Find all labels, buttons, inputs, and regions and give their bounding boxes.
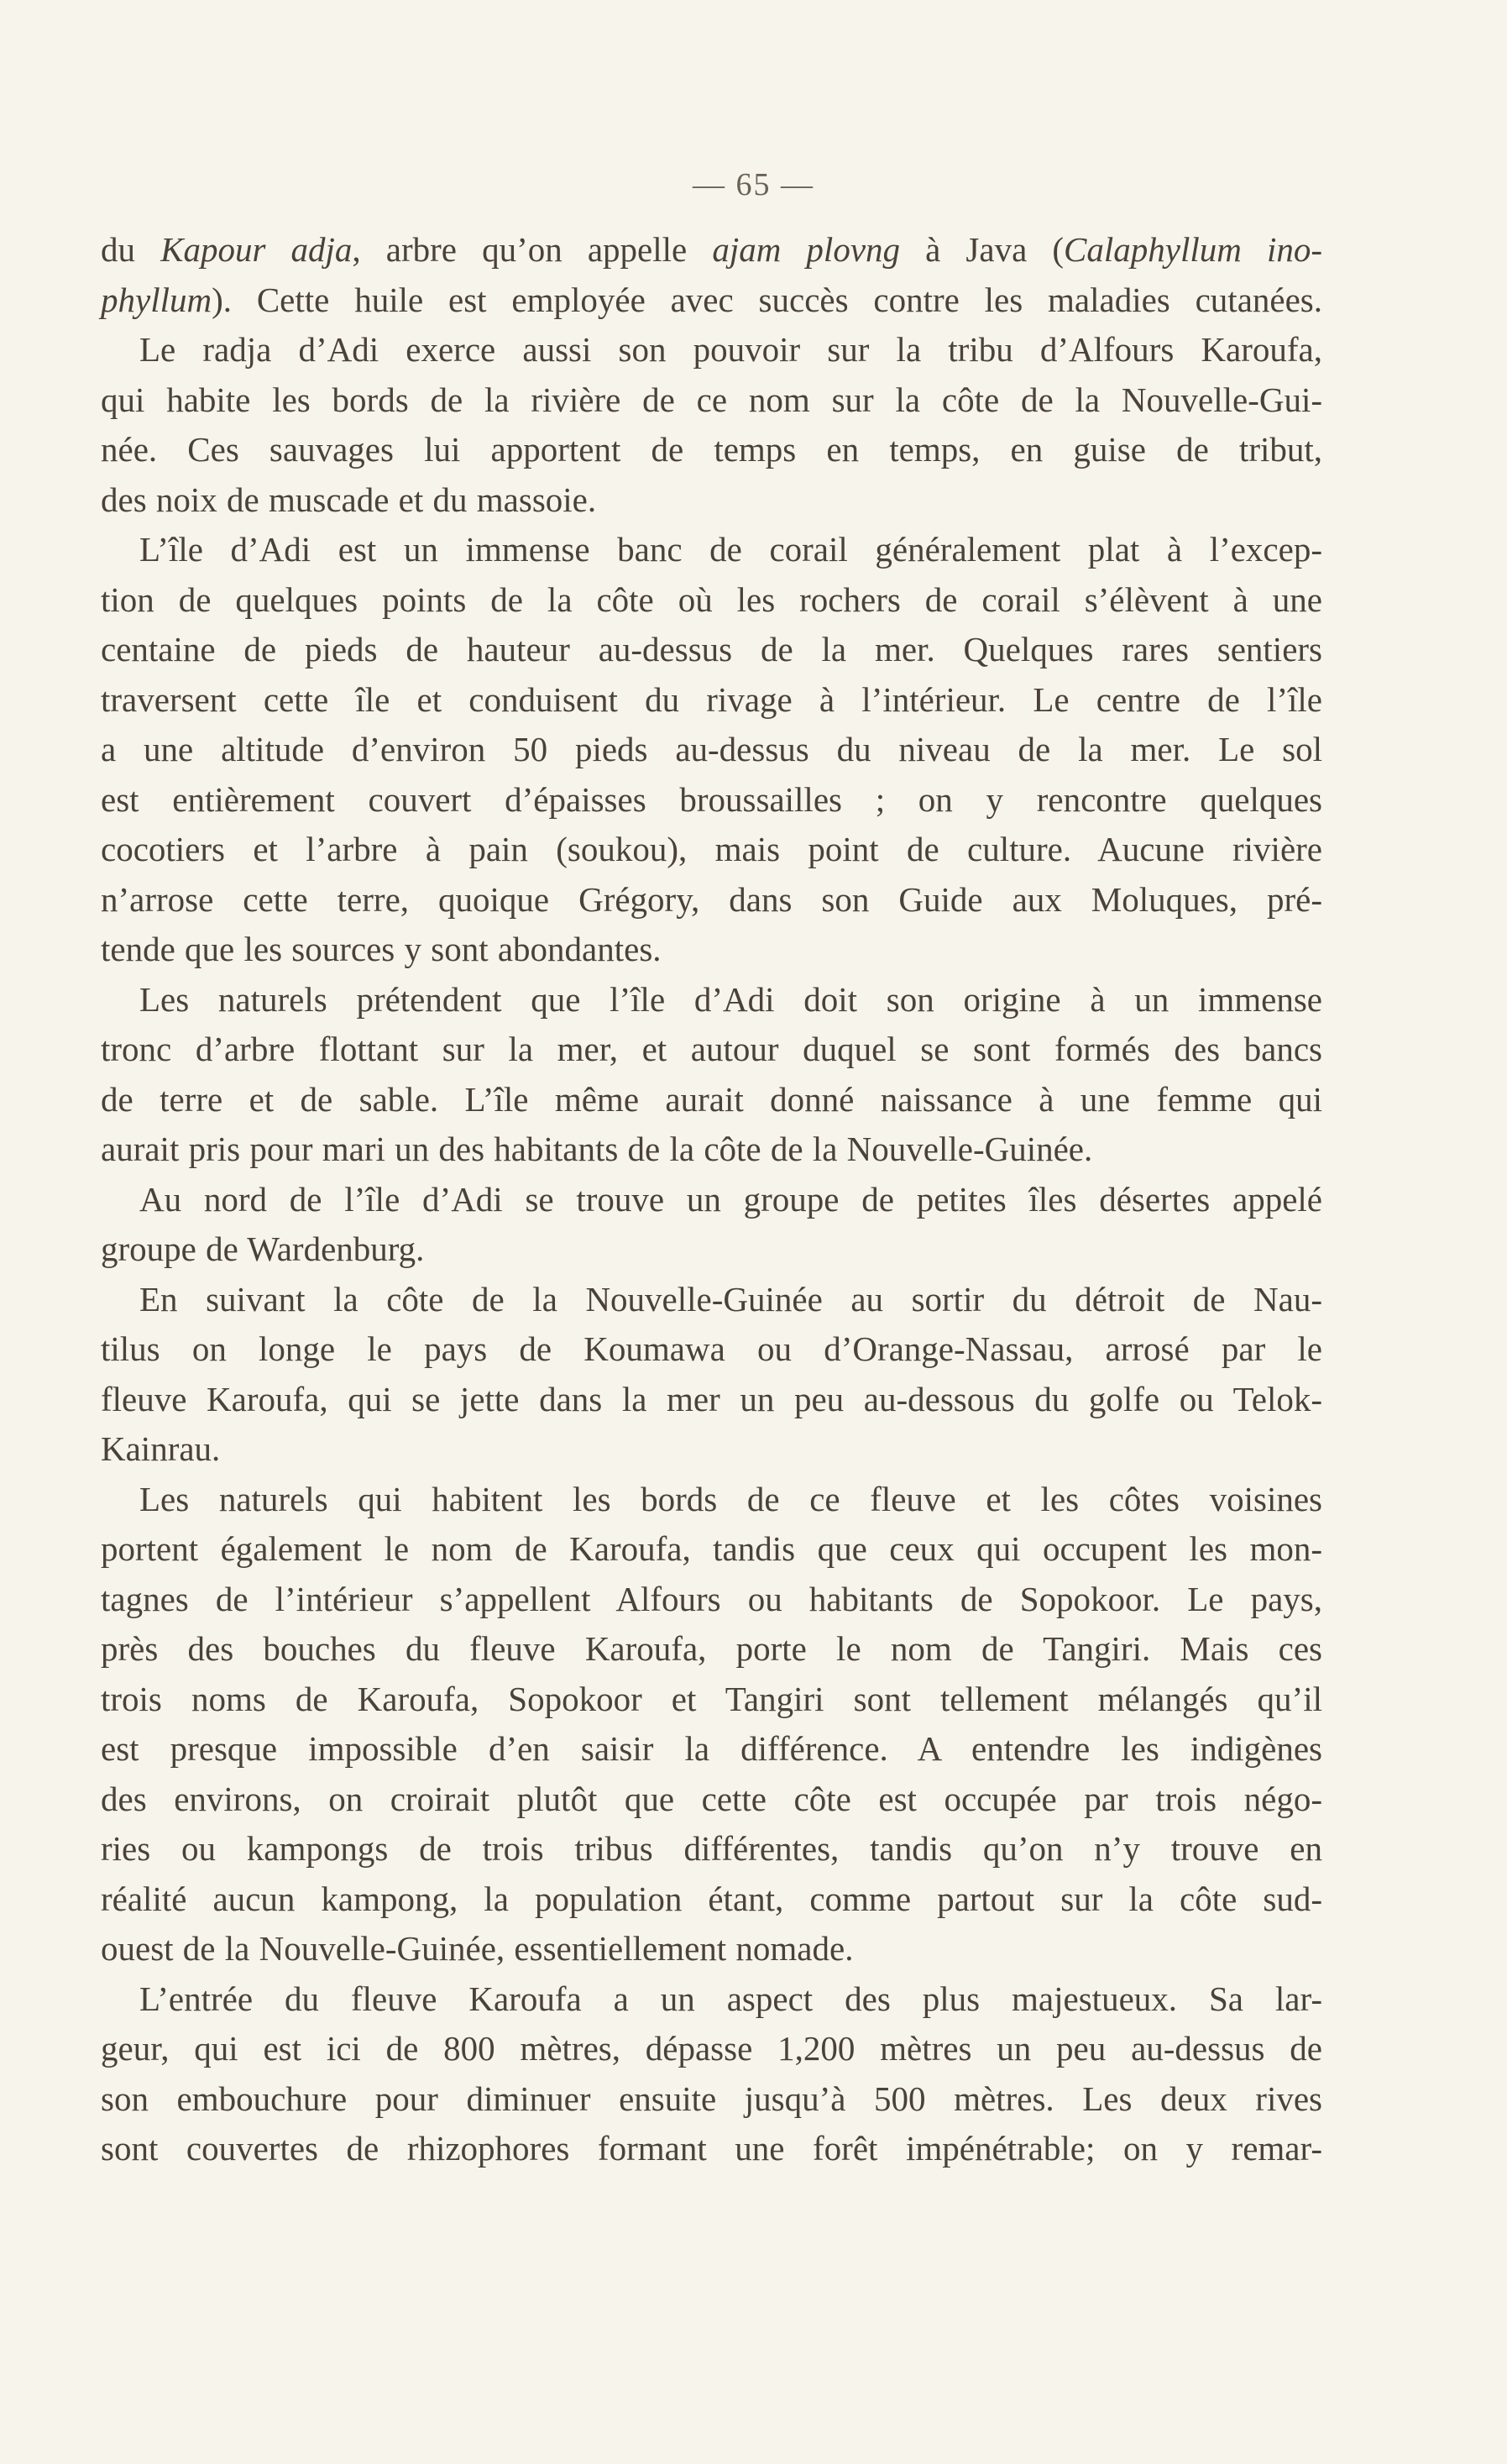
text-span: Au nord de l’île d’Adi se trouve un groupe de petites îles désertes appelé (139, 1179, 1322, 1219)
text-line (101, 1775, 1322, 1825)
italic-text: Calaphyllum ino- (1064, 230, 1323, 269)
text-span: groupe de Wardenburg. (101, 1229, 425, 1268)
text-line (101, 1974, 1322, 2025)
text-line (101, 1375, 1322, 1425)
text-span: est entièrement couvert d’épaisses broussailles ; on y rencontre quelques (101, 779, 1322, 819)
text-span: qui habite les bords de la rivière de ce nom sur la côte de la Nouvelle-Gui- (101, 380, 1322, 419)
italic-text: Kapour adja (160, 230, 353, 269)
text-line (101, 875, 1322, 925)
text-span: En suivant la côte de la Nouvelle-Guinée au sortir du détroit de Nau- (139, 1279, 1322, 1319)
text-span: trois noms de Karoufa, Sopokoor et Tangiri sont tellement mélangés qu’il (101, 1679, 1322, 1718)
text-line (101, 1524, 1322, 1575)
text-line (101, 2074, 1322, 2125)
text-line (101, 1125, 1322, 1175)
text-line (101, 1275, 1322, 1325)
text-line (101, 625, 1322, 675)
text-line (101, 775, 1322, 826)
text-line (101, 1724, 1322, 1775)
text-line (101, 1924, 1322, 1974)
text-line (101, 225, 1322, 275)
text-span: aurait pris pour mari un des habitants de la côte de la Nouvelle-Guinée. (101, 1130, 1093, 1168)
text-line (101, 325, 1322, 375)
text-span: centaine de pieds de hauteur au-dessus de la mer. Quelques rares sentiers (101, 630, 1322, 668)
text-line (101, 1424, 1322, 1475)
text-line (101, 825, 1322, 875)
text-span: tilus on longe le pays de Koumawa ou d’Orange-Nassau, arrosé par le (101, 1329, 1322, 1368)
text-line (101, 1025, 1322, 1075)
text-span: son embouchure pour diminuer ensuite jusqu’à 500 mètres. Les deux rives (101, 2079, 1322, 2118)
text-line (101, 1675, 1322, 1725)
text-span: tion de quelques points de la côte où les rochers de corail s’élèvent à une (101, 579, 1322, 619)
text-span: de terre et de sable. L’île même aurait donné naissance à une femme qui (101, 1079, 1322, 1119)
text-span: n’arrose cette terre, quoique Grégory, dans son Guide aux Moluques, pré- (101, 879, 1322, 919)
text-span: du (101, 230, 161, 269)
text-span: L’entrée du fleuve Karoufa a un aspect des plus majestueux. Sa lar- (139, 1979, 1322, 2018)
text-span: ). Cette huile est employée avec succès contre les maladies cutanées. (212, 280, 1322, 319)
text-line (101, 2124, 1322, 2174)
text-span: Les naturels prétendent que l’île d’Adi doit son origine à un immense (139, 979, 1322, 1019)
text-line (101, 475, 1322, 526)
text-span: portent également le nom de Karoufa, tandis que ceux qui occupent les mon- (101, 1529, 1322, 1568)
text-line (101, 1175, 1322, 1225)
text-span: L’île d’Adi est un immense banc de corail généralement plat à l’excep- (139, 530, 1322, 569)
text-line (101, 375, 1322, 426)
italic-text: phyllum (101, 280, 212, 319)
text-line (101, 275, 1322, 326)
text-line (101, 525, 1322, 575)
text-span: tende que les sources y sont abondantes. (101, 930, 662, 968)
italic-text: ajam plovng (712, 230, 901, 269)
body-text (101, 225, 1322, 2174)
text-line (101, 1475, 1322, 1525)
text-span: Kainrau. (101, 1429, 221, 1468)
text-span: tagnes de l’intérieur s’appellent Alfours ou habitants de Sopokoor. Le pays, (101, 1579, 1322, 1618)
text-span: des environs, on croirait plutôt que cette côte est occupée par trois négo- (101, 1779, 1322, 1818)
text-span: geur, qui est ici de 800 mètres, dépasse 1,200 mètres un peu au-dessus de (101, 2029, 1322, 2068)
text-line (101, 1075, 1322, 1125)
text-line (101, 1824, 1322, 1874)
text-span: des noix de muscade et du massoie. (101, 480, 597, 519)
text-span: ries ou kampongs de trois tribus différentes, tandis qu’on n’y trouve en (101, 1829, 1322, 1868)
text-span: à Java ( (900, 230, 1065, 269)
text-line (101, 1624, 1322, 1675)
text-span: Le radja d’Adi exerce aussi son pouvoir sur la tribu d’Alfours Karoufa, (139, 330, 1322, 369)
text-span: près des bouches du fleuve Karoufa, porte le nom de Tangiri. Mais ces (101, 1629, 1322, 1668)
text-line (101, 725, 1322, 775)
text-span: traversent cette île et conduisent du rivage à l’intérieur. Le centre de l’île (101, 679, 1322, 719)
text-line (101, 2024, 1322, 2074)
text-line (101, 1874, 1322, 1925)
text-line (101, 925, 1322, 975)
text-line (101, 1324, 1322, 1375)
text-span: , arbre qu’on appelle (352, 230, 713, 269)
text-line (101, 675, 1322, 726)
text-line (101, 1575, 1322, 1625)
text-line (101, 975, 1322, 1025)
page-number: — 65 — (693, 167, 814, 202)
text-span: cocotiers et l’arbre à pain (soukou), mais point de culture. Aucune rivière (101, 830, 1322, 868)
text-line (101, 425, 1322, 475)
text-span: ouest de la Nouvelle-Guinée, essentiellement nomade. (101, 1929, 854, 1968)
text-span: née. Ces sauvages lui apportent de temps en temps, en guise de tribut, (101, 430, 1322, 469)
text-span: sont couvertes de rhizophores formant une forêt impénétrable; on y remar- (101, 2129, 1322, 2168)
text-span: Les naturels qui habitent les bords de ce fleuve et les côtes voisines (139, 1479, 1322, 1518)
text-line (101, 1224, 1322, 1275)
text-line (101, 575, 1322, 626)
text-span: fleuve Karoufa, qui se jette dans la mer un peu au-dessous du golfe ou Telok- (101, 1379, 1322, 1418)
text-span: tronc d’arbre flottant sur la mer, et autour duquel se sont formés des bancs (101, 1030, 1322, 1068)
text-span: réalité aucun kampong, la population étant, comme partout sur la côte sud- (101, 1879, 1322, 1918)
text-span: est presque impossible d’en saisir la différence. A entendre les indigènes (101, 1729, 1322, 1768)
text-span: a une altitude d’environ 50 pieds au-dessus du niveau de la mer. Le sol (101, 730, 1322, 768)
